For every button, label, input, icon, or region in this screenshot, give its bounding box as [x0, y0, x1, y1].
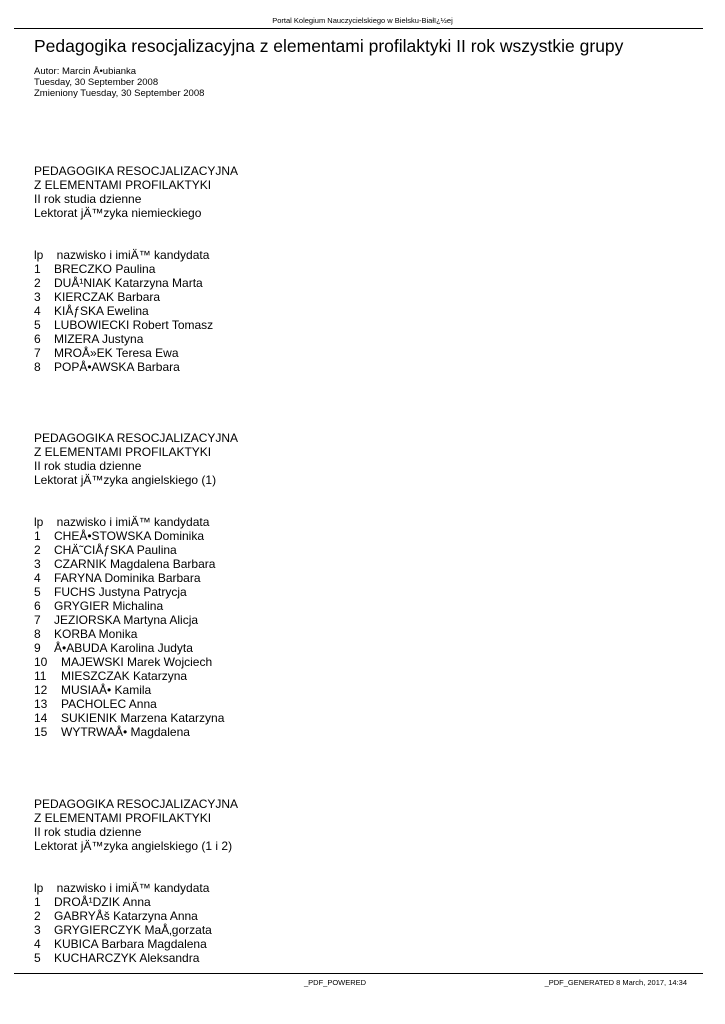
student-list — [34, 515, 238, 739]
section-heading — [34, 431, 238, 487]
list-item: 13 PACHOLEC Anna — [34, 697, 157, 711]
list-header: lp nazwisko i imiÄ™ kandydata — [34, 248, 210, 262]
page-header: Portal Kolegium Nauczycielskiego w Bielsku-Białï¿½ej — [272, 16, 453, 25]
list-item: 1 BRECZKO Paulina — [34, 262, 156, 276]
author-line: Autor: Marcin Å•ubianka — [34, 66, 137, 77]
student-list — [34, 248, 238, 374]
list-item: 5 KUCHARCZYK Aleksandra — [34, 951, 200, 965]
list-item: 4 FARYNA Dominika Barbara — [34, 571, 201, 585]
footer-generated: _PDF_GENERATED 8 March, 2017, 14:34 — [544, 978, 687, 987]
list-header: lp nazwisko i imiÄ™ kandydata — [34, 881, 210, 895]
list-item: 4 KIÅƒSKA Ewelina — [34, 304, 149, 318]
group-section-english-1 — [34, 431, 238, 739]
list-item: 4 KUBICA Barbara Magdalena — [34, 937, 207, 951]
list-item: 6 GRYGIER Michalina — [34, 599, 164, 613]
list-item: 5 LUBOWIECKI Robert Tomasz — [34, 318, 214, 332]
list-item: 2 CHÄ˜CIÅƒSKA Paulina — [34, 543, 177, 557]
list-item: 2 DUÅ¹NIAK Katarzyna Marta — [34, 276, 203, 290]
group-section-german — [34, 164, 238, 374]
heading-line: Z ELEMENTAMI PROFILAKTYKI — [34, 811, 212, 825]
heading-line: Lektorat jÄ™zyka niemieckiego — [34, 206, 202, 220]
list-item: 2 GABRYÅš Katarzyna Anna — [34, 909, 198, 923]
heading-line: Lektorat jÄ™zyka angielskiego (1) — [34, 473, 217, 487]
heading-line: Z ELEMENTAMI PROFILAKTYKI — [34, 178, 212, 192]
heading-line: Lektorat jÄ™zyka angielskiego (1 i 2) — [34, 839, 233, 853]
list-item: 1 DROÅ¹DZIK Anna — [34, 895, 151, 909]
list-item: 3 KIERCZAK Barbara — [34, 290, 161, 304]
list-header: lp nazwisko i imiÄ™ kandydata — [34, 515, 210, 529]
heading-line: II rok studia dzienne — [34, 825, 142, 839]
list-item: 7 MROÅ»EK Teresa Ewa — [34, 346, 179, 360]
list-item: 5 FUCHS Justyna Patrycja — [34, 585, 187, 599]
list-item: 1 CHEÅ•STOWSKA Dominika — [34, 529, 205, 543]
section-heading — [34, 797, 238, 853]
modified-line: Zmieniony Tuesday, 30 September 2008 — [34, 88, 205, 99]
heading-line: PEDAGOGIKA RESOCJALIZACYJNA — [34, 797, 239, 811]
list-item: 12 MUSIAÅ• Kamila — [34, 683, 152, 697]
section-heading — [34, 164, 238, 220]
list-item: 7 JEZIORSKA Martyna Alicja — [34, 613, 199, 627]
list-item: 15 WYTRWAÅ• Magdalena — [34, 725, 190, 739]
heading-line: II rok studia dzienne — [34, 459, 142, 473]
footer-powered: _PDF_POWERED — [304, 978, 367, 987]
list-item: 8 POPÅ•AWSKA Barbara — [34, 360, 180, 374]
header-divider — [14, 28, 703, 29]
list-item: 3 GRYGIERCZYK MaÅ‚gorzata — [34, 923, 212, 937]
date-line: Tuesday, 30 September 2008 — [34, 77, 159, 88]
list-item: 14 SUKIENIK Marzena Katarzyna — [34, 711, 225, 725]
heading-line: PEDAGOGIKA RESOCJALIZACYJNA — [34, 431, 239, 445]
list-item: 8 KORBA Monika — [34, 627, 138, 641]
list-item: 9 Å•ABUDA Karolina Judyta — [34, 641, 193, 655]
page-title: Pedagogika resocjalizacyjna z elementami profilaktyki II rok wszystkie grupy — [34, 36, 624, 56]
list-item: 6 MIZERA Justyna — [34, 332, 144, 346]
list-item: 11 MIESZCZAK Katarzyna — [34, 669, 188, 683]
footer-divider — [14, 973, 703, 974]
heading-line: PEDAGOGIKA RESOCJALIZACYJNA — [34, 164, 239, 178]
student-list — [34, 881, 238, 965]
list-item: 3 CZARNIK Magdalena Barbara — [34, 557, 216, 571]
group-section-english-1-2 — [34, 797, 238, 965]
heading-line: Z ELEMENTAMI PROFILAKTYKI — [34, 445, 212, 459]
list-item: 10 MAJEWSKI Marek Wojciech — [34, 655, 213, 669]
article-meta — [34, 66, 204, 99]
heading-line: II rok studia dzienne — [34, 192, 142, 206]
